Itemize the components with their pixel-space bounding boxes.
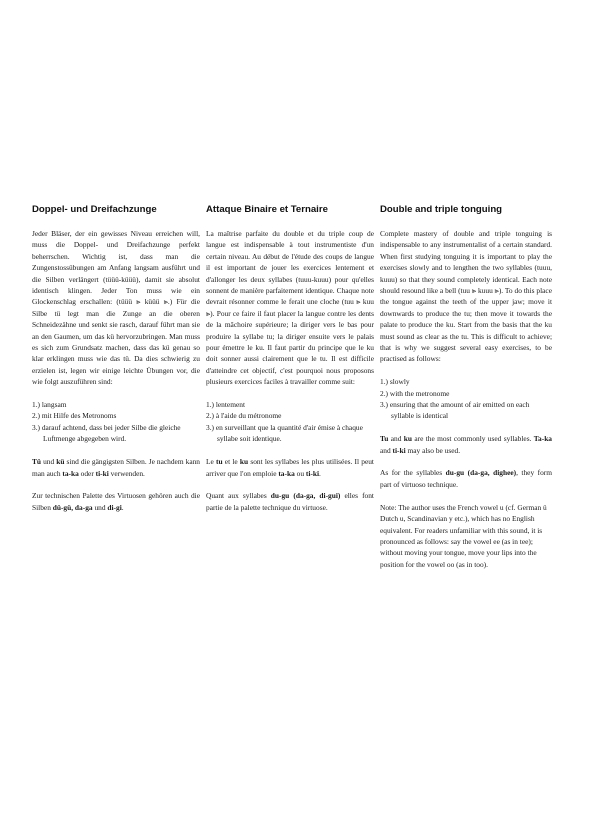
text-run: sind die gängigsten Silben. Je nachdem kann man auch [32, 457, 200, 478]
list-item: 3.) en surveillant que la quantité d'air émise à chaque syllabe soit identique. [206, 422, 363, 444]
german-column [32, 204, 200, 525]
syllable-term: Ta-ka [533, 434, 552, 444]
text-run: ou [294, 468, 306, 478]
syllable-term: du-gu (da-ga, dighee) [445, 468, 517, 478]
syllable-term: ku [403, 434, 412, 444]
text-run: . [319, 468, 321, 478]
text-run: oder [78, 468, 96, 478]
text-run: may also be used. [405, 445, 461, 455]
german-syllables-paragraph [32, 456, 200, 479]
syllable-term: Tu [380, 434, 389, 444]
text-run: sont les syllabes les plus utilisées. Il peut arriver que l'on emploie [206, 457, 374, 478]
syllable-term: ku [239, 457, 249, 467]
english-heading: Double and triple tonguing [380, 204, 503, 215]
text-run: Le [206, 457, 217, 467]
list-item: 2.) à l'aide du métronome [206, 411, 282, 421]
german-virtuoso-paragraph [32, 490, 200, 513]
text-run: are the most commonly used syllables. [412, 434, 534, 444]
french-syllables-paragraph [206, 456, 374, 479]
text-run: As for the syllables [380, 468, 446, 478]
syllable-term: Tü [32, 457, 42, 467]
syllable-term: tu [216, 457, 223, 467]
syllable-term: ta-ka [62, 468, 79, 478]
syllable-term: kü [56, 457, 65, 467]
syllable-term: ti-ki [305, 468, 320, 478]
text-run: and [388, 434, 404, 444]
list-item: 2.) with the metronome [380, 388, 450, 398]
list-item: 1.) lentement [206, 400, 245, 410]
syllable-term: du-gu (da-ga, di-gui) [270, 491, 341, 501]
french-exercise-list [206, 399, 374, 445]
english-intro-paragraph: Complete mastery of double and triple tonguing is indispensable to any instrumentalist of a certain standard. When first studying tonguing it is important to play the exercises slowly and to lengthen the two syllables (tuuu, kuuu) so that they sound completely identical. Each note should resound like a bell (tuu ⪢ kuuu ⪢). To do this place the tongue against the teeth of the upper jaw; move it downwards to produce the tu; then move it towards the palate to produce the ku. Start from the basis that the ku must sound as clear as the tu. This is difficult to achieve; that is why we suggest several easy exercises, to be practised as follows: [380, 229, 552, 364]
french-column [206, 204, 374, 525]
list-item: 1.) slowly [380, 377, 410, 387]
syllable-term: ta-ka [278, 468, 295, 478]
list-item: 2.) mit Hilfe des Metronoms [32, 411, 117, 421]
german-heading: Doppel- und Dreifachzunge [32, 204, 157, 215]
text-run: , they form part of virtuoso technique. [380, 468, 553, 489]
text-run: Zur technischen Palette des Virtuosen gehören auch die Silben [32, 491, 200, 512]
syllable-term: di-gi [107, 502, 122, 512]
german-exercise-list [32, 399, 200, 445]
syllable-term: ti-ki [95, 468, 109, 478]
syllable-term: dü-gü, da-ga [52, 502, 93, 512]
text-run: and [380, 445, 393, 455]
text-run: Quant aux syllabes [206, 491, 271, 501]
syllable-term: ti-ki [392, 445, 406, 455]
text-run: et le [222, 457, 240, 467]
french-heading: Attaque Binaire et Ternaire [206, 204, 328, 215]
text-run: und [92, 502, 108, 512]
english-column [380, 204, 552, 582]
french-intro-paragraph: La maîtrise parfaite du double et du triple coup de langue est indispensable à tout instrumentiste d'un certain niveau. Au début de l'étude des coups de langue il est important de jouer les exercices lentement et d'allonger les deux syllabes (tuuu-kuuu) pour qu'elles sonnent de manière parfaitement identique. Chaque note devrait résonner comme le ferait une cloche (tuu ⪢ kuu ⪢). Pour ce faire il faut placer la langue contre les dents de la mâchoire supérieure; la diriger vers le bas pour produire la syllabe tu; la diriger ensuite vers le palais pour émettre le ku. Il faut partir du principe que le ku doit sonner aussi clairement que le tu. Il est difficile d'atteindre cet objectif, c'est pourquoi nous proposons plusieurs exercices faciles à travailler comme suit: [206, 229, 374, 387]
list-item: 3.) ensuring that the amount of air emitted on each syllable is identical [380, 400, 530, 421]
text-run: verwenden. [108, 468, 145, 478]
english-syllables-paragraph [380, 433, 552, 456]
english-pronunciation-note: Note: The author uses the French vowel u (cf. German ü Dutch u, Scandinavian y etc.), which has no English equivalent. For readers unfamiliar with this sound, it is pronounced as follows: say the vowel ee (as in tee); without moving your tongue, move your lips into the position for the vowel oo (as in too). [380, 502, 547, 569]
list-item: 1.) langsam [32, 400, 67, 410]
text-run: . [121, 502, 124, 512]
text-run: elles font partie de la palette technique du virtuose. [206, 491, 374, 512]
text-run: und [41, 457, 57, 467]
german-intro-paragraph: Jeder Bläser, der ein gewisses Niveau erreichen will, muss die Doppel- und Dreifachzunge perfekt beherrschen. Wichtig ist, dass man die Zungenstossübungen am Anfang langsam ausführt und die Silben verlängert (tüüü-küüü), damit sie absolut identisch klingen. Jeder Ton muss wie ein Glockenschlag erschallen: (tüüü ⪢ küüü ⪢.) Für die Silbe tü legt man die Zunge an die oberen Schneidezähne und senkt sie rasch, darauf führt man sie an den Gaumen, um das kü hervorzubringen. Man muss es sich zum Grundsatz machen, dass das kü genau so klar erklingen muss wie das tü. Da dies schwierig zu erzielen ist, legen wir einige leichte Übungen vor, die wie folgt auszuführen sind: [32, 229, 200, 387]
list-item: 3.) darauf achtend, dass bei jeder Silbe die gleiche Luftmenge abgegeben wird. [32, 422, 181, 444]
english-virtuoso-paragraph [380, 467, 552, 490]
english-exercise-list [380, 376, 552, 422]
french-virtuoso-paragraph [206, 490, 374, 513]
